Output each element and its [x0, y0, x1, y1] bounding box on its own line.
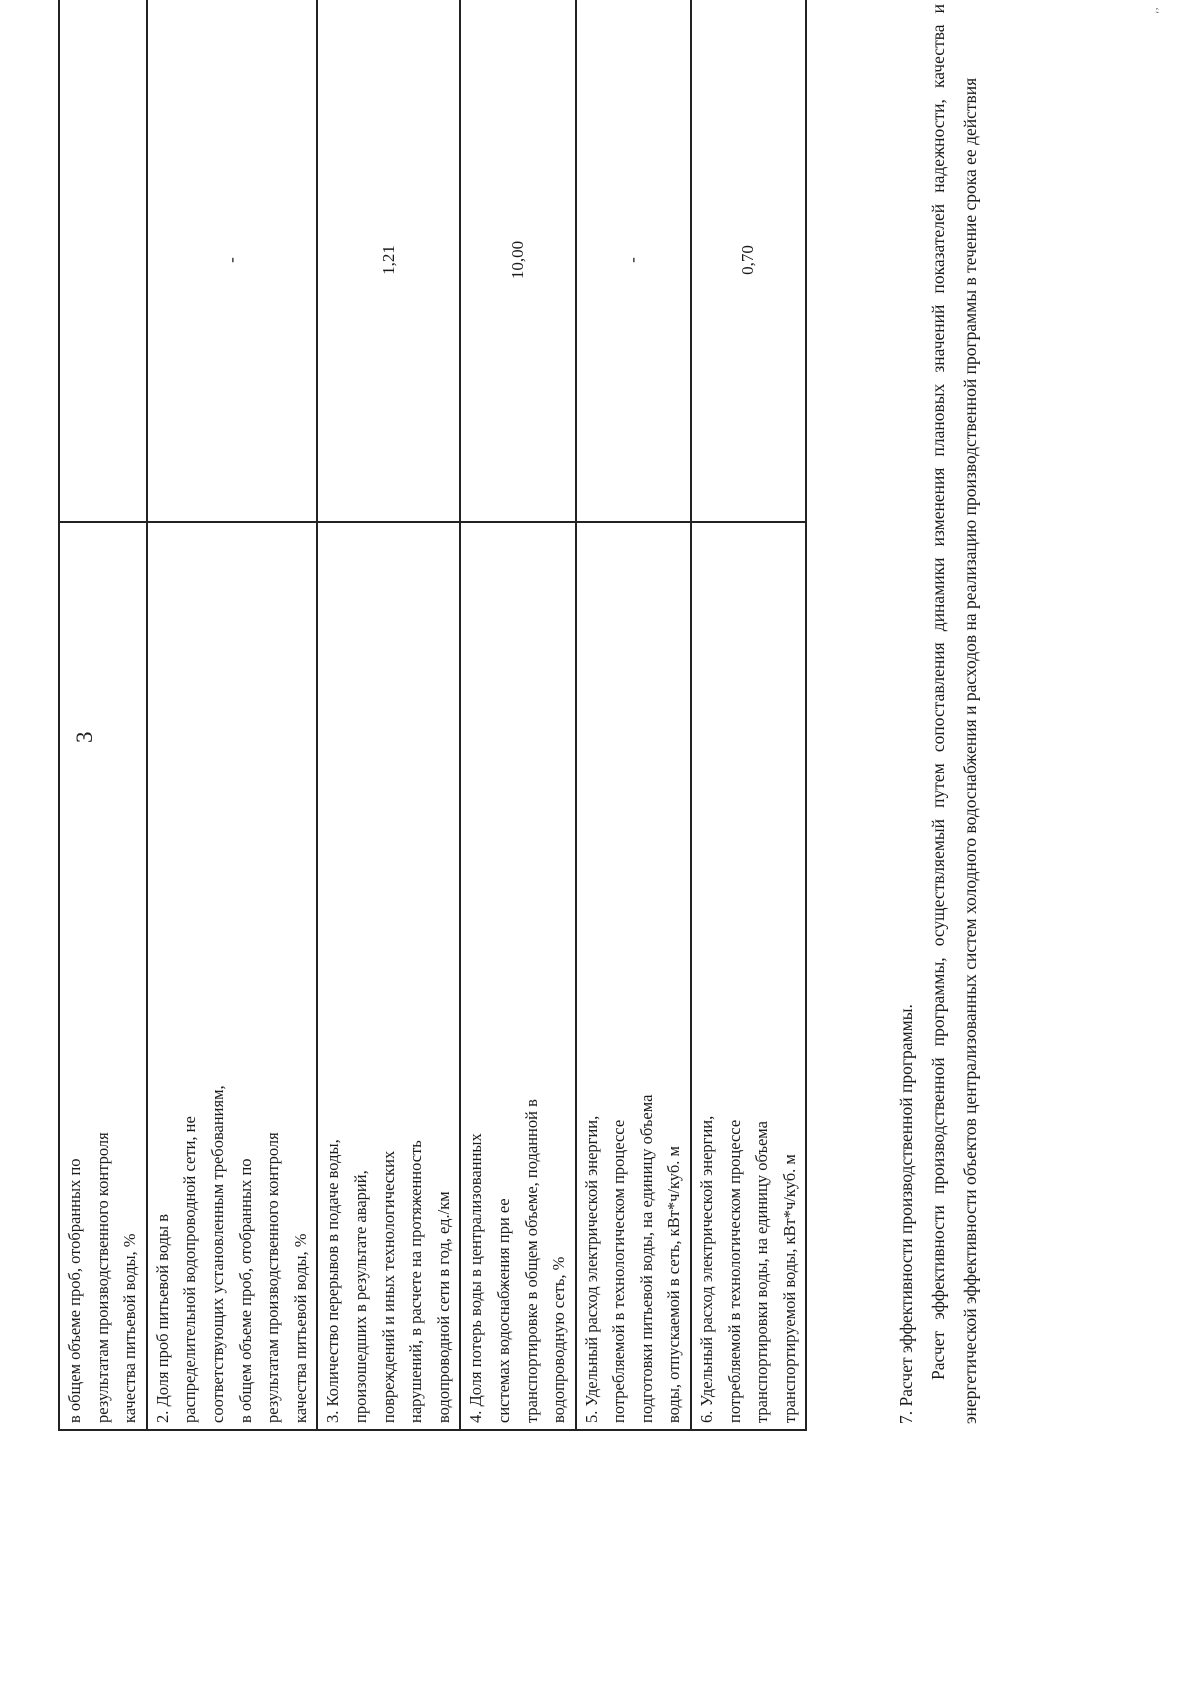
indicator-name-line: водопроводной сети в год, ед./км [433, 1191, 453, 1423]
indicator-name-line: в общем объеме проб, отобранных по [235, 1158, 255, 1423]
section-paragraph: Расчет эффективности производственной программы, осуществляемый путем сопоставления динамики изменения плановых значений показателей надежности, качества и энергетической эффективности объектов централизованных систем холодного водоснабжения и расходов на реализацию производственной программы в течение срока ее действия [928, 4, 980, 1424]
indicator-value-cell: - [147, 0, 318, 522]
indicator-name-line: нарушений, в расчете на протяженность [406, 1140, 426, 1423]
indicator-name-line: 3. Количество перерывов в подаче воды, [323, 1139, 343, 1423]
indicator-name-line: транспортируемой воды, кВт*ч/куб. м [779, 1154, 799, 1423]
indicator-name-line: 6. Удельный расход электрической энергии, [697, 1115, 717, 1423]
indicator-name-line: транспортировки воды, на единицу объема [752, 1121, 772, 1423]
indicators-table-body [59, 0, 806, 1430]
indicator-value-cell: - [576, 0, 691, 522]
indicator-name-cell [460, 522, 575, 1430]
indicator-name-line: системах водоснабжения при ее [493, 1198, 513, 1423]
section-heading: 7. Расчет эффективности производственной программы. [896, 1004, 916, 1424]
page-number: 3 [72, 731, 97, 743]
indicator-name-line: водопроводную сеть, % [549, 1256, 569, 1423]
indicator-name-line: 5. Удельный расход электрической энергии, [581, 1115, 601, 1423]
indicator-name-line: качества питьевой воды, % [120, 1233, 140, 1423]
indicator-value-cell: 0,70 [691, 0, 806, 522]
table-row [59, 0, 147, 1430]
indicator-name-line: воды, отпускаемой в сеть, кВт*ч/куб. м [664, 1146, 684, 1423]
scan-mark: ‘’ [1155, 7, 1166, 14]
indicator-name-cell [59, 522, 147, 1430]
indicator-name-line: 2. Доля проб питьевой воды в [152, 1213, 172, 1423]
indicator-name-cell [317, 522, 460, 1430]
section-7 [890, 4, 986, 1424]
table-row [147, 0, 318, 1430]
indicator-name-line: потребляемой в технологическом процессе [724, 1119, 744, 1423]
indicator-name-line: результатам производственного контроля [92, 1132, 112, 1423]
indicator-name-line: соответствующих установленным требованиям, [207, 1085, 227, 1423]
indicator-name-line: транспортировке в общем объеме, поданной в [521, 1099, 541, 1423]
indicators-table [58, 0, 807, 1431]
indicator-name-cell [576, 522, 691, 1430]
indicator-name-line: произошедших в результате аварий, [350, 1170, 370, 1423]
indicator-value-cell: 1,21 [317, 0, 460, 522]
indicator-name-cell [147, 522, 318, 1430]
table-row [691, 0, 806, 1430]
indicator-name-line: потребляемой в технологическом процессе [609, 1119, 629, 1423]
indicator-name-cell [691, 522, 806, 1430]
table-row [460, 0, 575, 1430]
indicator-name-line: подготовки питьевой воды, на единицу объема [636, 1094, 656, 1423]
table-row [576, 0, 691, 1430]
indicator-name-line: 4. Доля потерь воды в централизованных [466, 1133, 486, 1423]
indicator-name-line: распределительной водопроводной сети, не [180, 1116, 200, 1423]
indicator-name-line: результатам производственного контроля [263, 1132, 283, 1423]
indicator-name-line: повреждений и иных технологических [378, 1150, 398, 1423]
indicator-name-line: качества питьевой воды, % [290, 1233, 310, 1423]
indicator-value-cell [59, 0, 147, 522]
indicator-value-cell: 10,00 [460, 0, 575, 522]
indicator-name-line: в общем объеме проб, отобранных по [65, 1158, 84, 1423]
table-row [317, 0, 460, 1430]
